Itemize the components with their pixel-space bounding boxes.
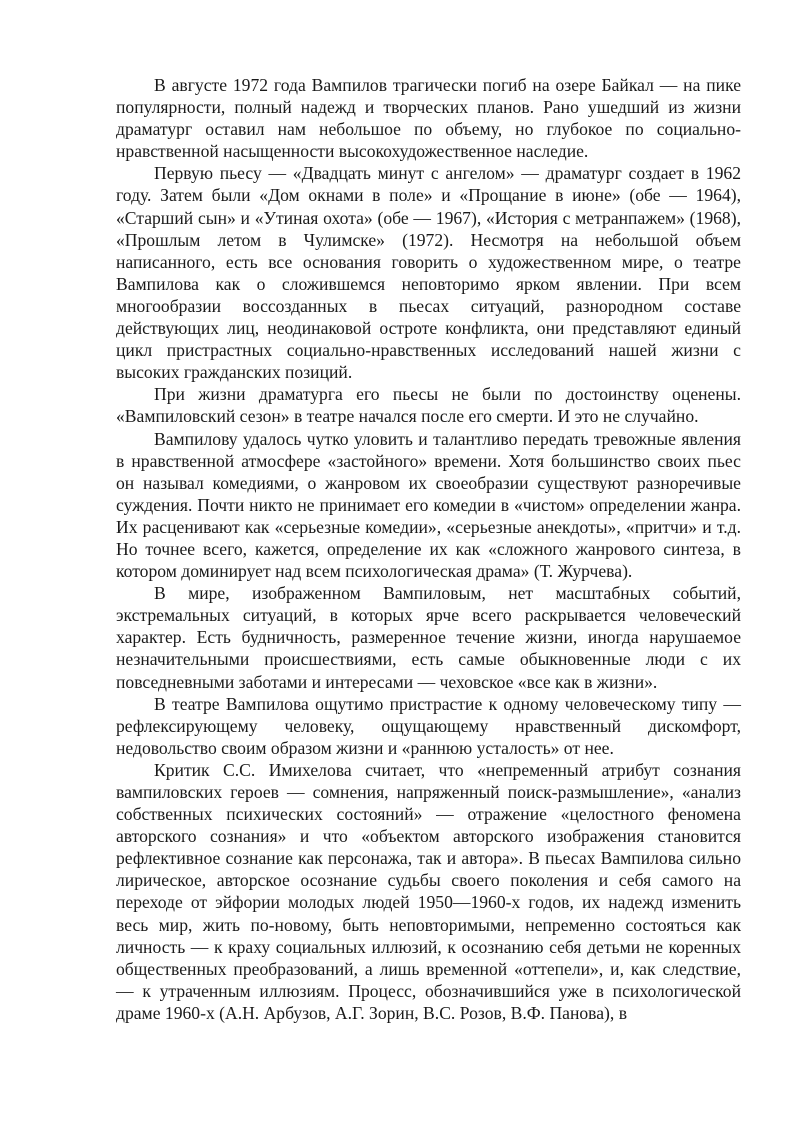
paragraph-7: Критик С.С. Имихелова считает, что «непременный атрибут сознания вампиловских героев — сомнения, напряженный поиск-размышление», «анализ собственных психических состояний» — отражение «целостного феномена авторского сознания» и что «объектом авторского изображения становится рефлективное сознание как персонажа, так и автора». В пьесах Вампилова сильно лирическое, авторское осознание судьбы своего поколения и себя самого на переходе от эйфории молодых людей 1950—1960-х годов, их надежд изменить весь мир, жить по-новому, быть неповторимыми, непременно состояться как личность — к краху социальных иллюзий, к осознанию себя детьми не коренных общественных преобразований, а лишь временной «оттепели», и, как следствие, — к утраченным иллюзиям. Процесс, обозначившийся уже в психологической драме 1960-х (А.Н. Арбузов, А.Г. Зорин, В.С. Розов, В.Ф. Панова), в: [116, 759, 741, 1023]
paragraph-3: При жизни драматурга его пьесы не были по достоинству оценены. «Вампиловский сезон» в театре начался после его смерти. И это не случайно.: [116, 384, 741, 427]
paragraph-1: В августе 1972 года Вампилов трагически погиб на озере Байкал — на пике популярности, полный надежд и творческих планов. Рано ушедший из жизни драматург оставил нам небольшое по объему, но глубокое по социально-нравственной насыщенности высокохудожественное наследие.: [116, 75, 741, 162]
paragraph-6: В театре Вампилова ощутимо пристрастие к одному человеческому типу — рефлексирующему человеку, ощущающему нравственный дискомфорт, недовольство своим образом жизни и «раннюю усталость» от нее.: [116, 693, 741, 758]
body-text: [116, 74, 741, 1024]
paragraph-2: Первую пьесу — «Двадцать минут с ангелом» — драматург создает в 1962 году. Затем были «Дом окнами в поле» и «Прощание в июне» (обе — 1964), «Старший сын» и «Утиная охота» (обе — 1967), «История с метранпажем» (1968), «Прошлым летом в Чулимске» (1972). Несмотря на небольшой объем написанного, есть все основания говорить о художественном мире, о театре Вампилова как о сложившемся неповторимо ярком явлении. При всем многообразии воссозданных в пьесах ситуаций, разнородном составе действующих лиц, неодинаковой остроте конфликта, они представляют единый цикл пристрастных социально-нравственных исследований нашей жизни с высоких гражданских позиций.: [116, 163, 741, 383]
paragraph-5: В мире, изображенном Вампиловым, нет масштабных событий, экстремальных ситуаций, в которых ярче всего раскрывается человеческий характер. Есть будничность, размеренное течение жизни, иногда нарушаемое незначительными происшествиями, есть самые обыкновенные люди с их повседневными заботами и интересами — чеховское «все как в жизни».: [116, 583, 741, 692]
paragraph-4: Вампилову удалось чутко уловить и талантливо передать тревожные явления в нравственной атмосфере «застойного» времени. Хотя большинство своих пьес он называл комедиями, о жанровом их своеобразии существуют разноречивые суждения. Почти никто не принимает его комедии в «чистом» определении жанра. Их расценивают как «серьезные комедии», «серьезные анекдоты», «притчи» и т.д. Но точнее всего, кажется, определение их как «сложного жанрового синтеза, в котором доминирует над всем психологическая драма» (Т. Журчева).: [116, 428, 741, 582]
